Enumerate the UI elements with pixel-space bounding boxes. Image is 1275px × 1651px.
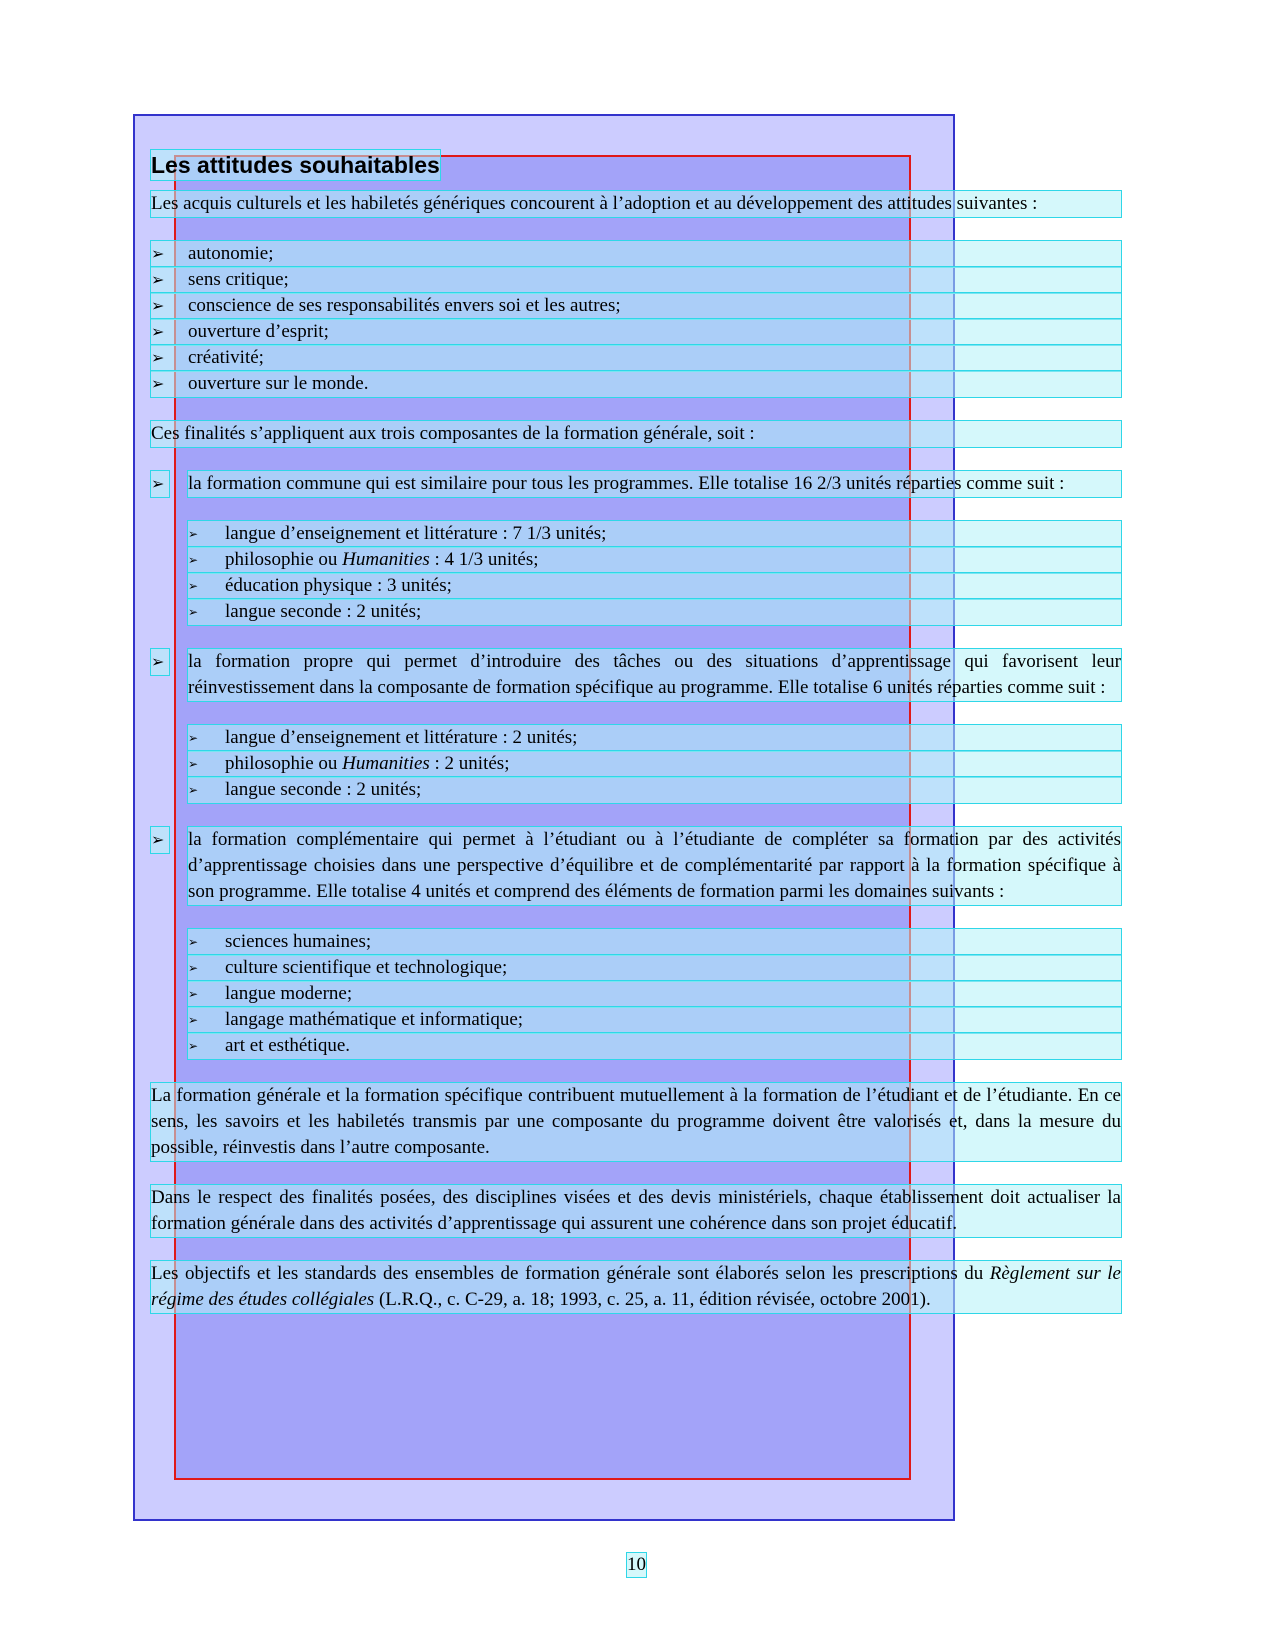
bullet-arrow-icon: ➢: [188, 553, 199, 567]
list-item: ➢ langue d’enseignement et littérature : 2 unités;: [188, 725, 1121, 751]
bullet-arrow-icon: ➢: [151, 348, 165, 367]
bullet-arrow-icon: ➢: [188, 783, 199, 797]
components-intro: Ces finalités s’appliquent aux trois composantes de la formation générale, soit :: [151, 421, 1121, 447]
page-content: [151, 150, 1121, 1313]
list-item: ➢ culture scientifique et technologique;: [188, 955, 1121, 981]
list-item: ➢ philosophie ou Humanities : 4 1/3 unités;: [188, 547, 1121, 573]
bullet-arrow-icon: ➢: [151, 270, 165, 289]
attitudes-list: [151, 241, 1121, 397]
list-item: ➢ éducation physique : 3 unités;: [188, 573, 1121, 599]
intro-paragraph: Les acquis culturels et les habiletés génériques concourent à l’adoption et au développement des attitudes suivantes :: [151, 191, 1121, 217]
component-text: la formation complémentaire qui permet à l’étudiant ou à l’étudiante de compléter sa formation par des activités d’apprentissage choisies dans une perspective d’équilibre et de complémentarité par rapport à la formation spécifique à son programme. Elle totalise 4 unités et comprend des éléments de formation parmi les domaines suivants :: [188, 827, 1121, 905]
list-item: ➢ autonomie;: [151, 241, 1121, 267]
list-item: ➢ langue moderne;: [188, 981, 1121, 1007]
bullet-arrow-icon: ➢: [188, 757, 199, 771]
component-sublist: [188, 725, 1121, 803]
component-item: [151, 471, 1121, 497]
bullet-arrow-icon: ➢: [151, 322, 165, 341]
bullet-arrow-icon: ➢: [151, 374, 165, 393]
bullet-arrow-icon: ➢: [151, 649, 169, 675]
component-list: [151, 471, 1121, 497]
paragraph-regulation: Les objectifs et les standards des ensembles de formation générale sont élaborés selon les prescriptions du Règlement sur le régime des études collégiales (L.R.Q., c. C-29, a. 18; 1993, c. 25, a. 11, édition révisée, octobre 2001).: [151, 1261, 1121, 1313]
list-item: ➢ art et esthétique.: [188, 1033, 1121, 1059]
component-text: la formation propre qui permet d’introduire des tâches ou des situations d’apprentissage qui favorisent leur réinvestissement dans la composante de formation spécifique au programme. Elle totalise 6 unités réparties comme suit :: [188, 649, 1121, 701]
component-item: [151, 827, 1121, 905]
bullet-arrow-icon: ➢: [188, 527, 199, 541]
bullet-arrow-icon: ➢: [188, 605, 199, 619]
list-item: ➢ langue seconde : 2 unités;: [188, 777, 1121, 803]
paragraph-actualization: Dans le respect des finalités posées, des disciplines visées et des devis ministériels, chaque établissement doit actualiser la formation générale dans des activités d’apprentissage qui assurent une cohérence dans son projet éducatif.: [151, 1185, 1121, 1237]
bullet-arrow-icon: ➢: [188, 731, 199, 745]
bullet-arrow-icon: ➢: [188, 987, 199, 1001]
list-item: ➢ langue seconde : 2 unités;: [188, 599, 1121, 625]
bullet-arrow-icon: ➢: [188, 961, 199, 975]
bullet-arrow-icon: ➢: [188, 579, 199, 593]
paragraph-mutual-contribution: La formation générale et la formation spécifique contribuent mutuellement à la formation de l’étudiant et de l’étudiante. En ce sens, les savoirs et les habiletés transmis par une composante du programme doivent être valorisés et, dans la mesure du possible, réinvestis dans l’autre composante.: [151, 1083, 1121, 1161]
list-item: ➢ philosophie ou Humanities : 2 unités;: [188, 751, 1121, 777]
bullet-arrow-icon: ➢: [151, 471, 169, 497]
list-item: ➢ ouverture d’esprit;: [151, 319, 1121, 345]
list-item: ➢ langue d’enseignement et littérature : 7 1/3 unités;: [188, 521, 1121, 547]
bullet-arrow-icon: ➢: [188, 1039, 199, 1053]
list-item: ➢ sciences humaines;: [188, 929, 1121, 955]
component-sublist: [188, 521, 1121, 625]
component-text: la formation commune qui est similaire pour tous les programmes. Elle totalise 16 2/3 unités réparties comme suit :: [188, 471, 1121, 497]
list-item: ➢ langage mathématique et informatique;: [188, 1007, 1121, 1033]
page-number: 10: [627, 1554, 646, 1575]
component-list: [151, 649, 1121, 701]
list-item: ➢ ouverture sur le monde.: [151, 371, 1121, 397]
bullet-arrow-icon: ➢: [151, 296, 165, 315]
bullet-arrow-icon: ➢: [151, 827, 169, 853]
component-sublist: [188, 929, 1121, 1059]
section-title: Les attitudes souhaitables: [151, 152, 440, 178]
bullet-arrow-icon: ➢: [188, 935, 199, 949]
list-item: ➢ sens critique;: [151, 267, 1121, 293]
component-list: [151, 827, 1121, 905]
list-item: ➢ conscience de ses responsabilités envers soi et les autres;: [151, 293, 1121, 319]
list-item: ➢ créativité;: [151, 345, 1121, 371]
component-item: [151, 649, 1121, 701]
bullet-arrow-icon: ➢: [188, 1013, 199, 1027]
bullet-arrow-icon: ➢: [151, 244, 165, 263]
